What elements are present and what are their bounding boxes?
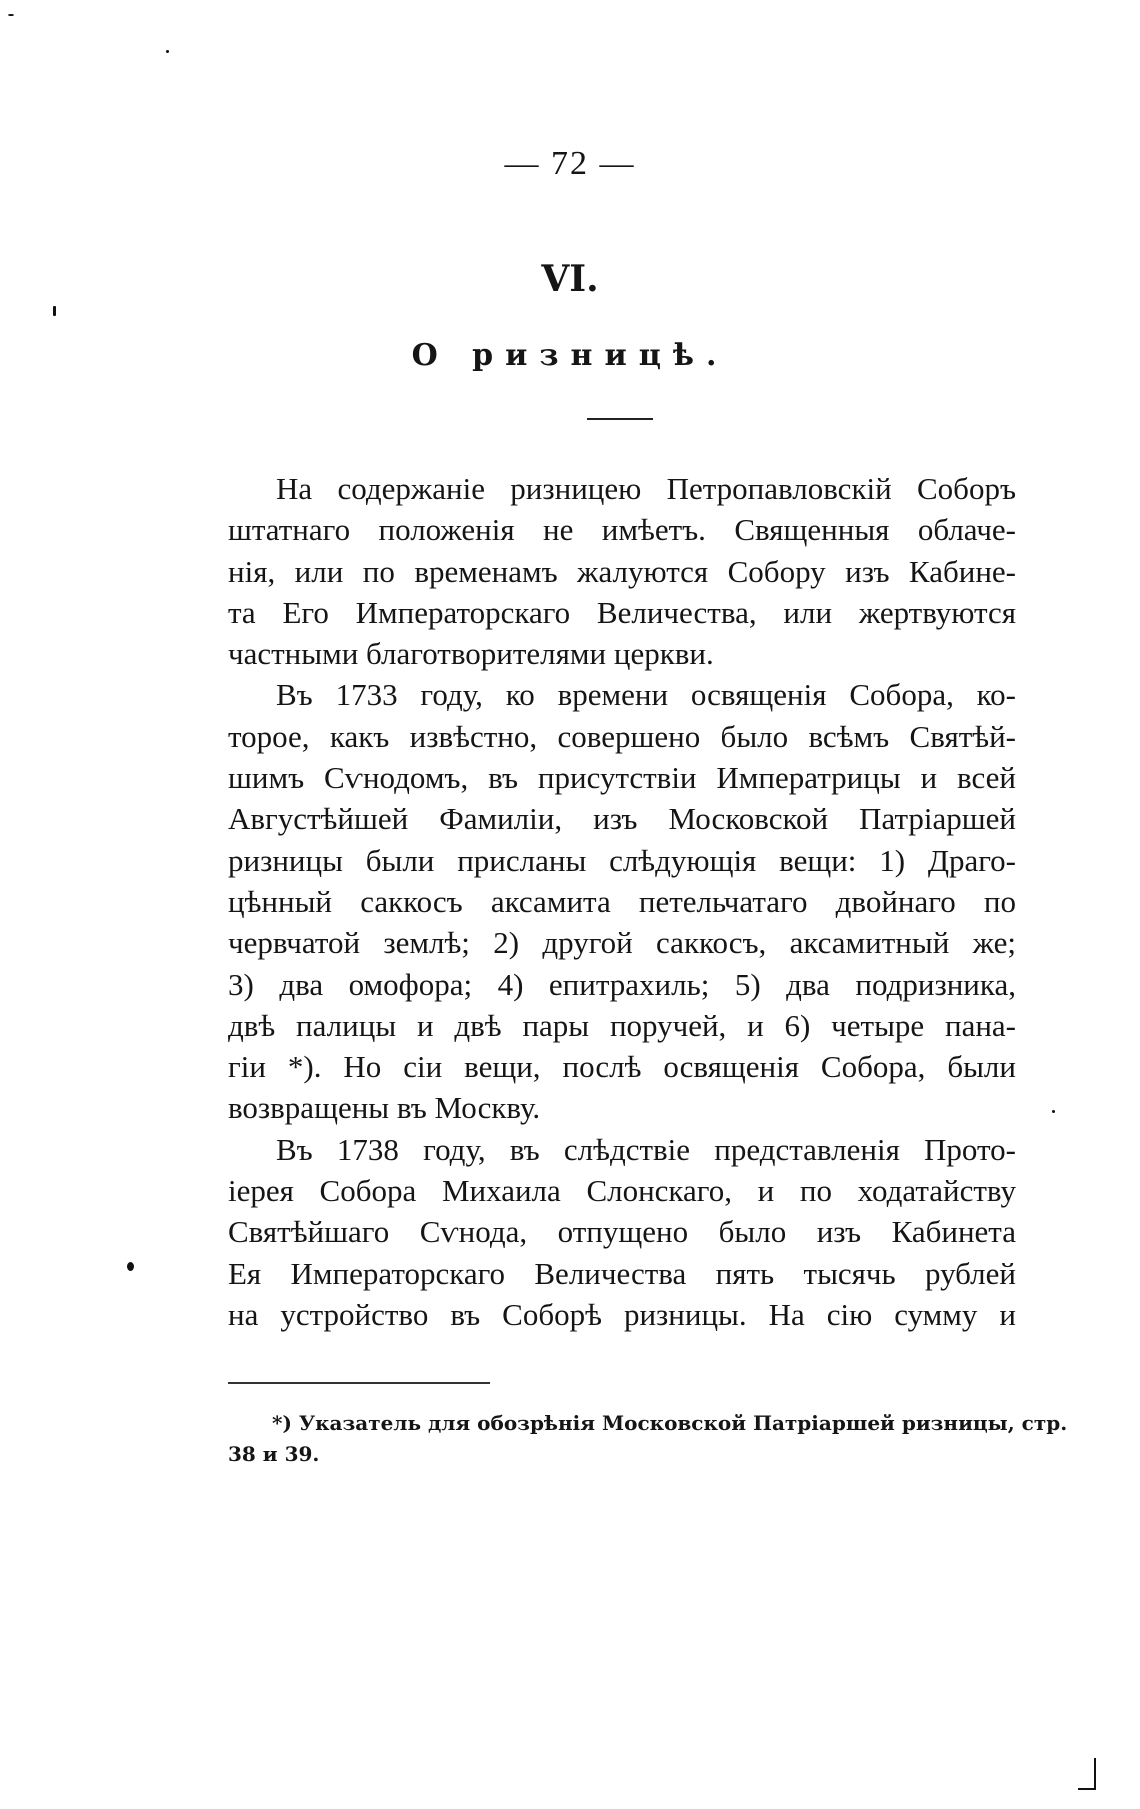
paragraph-3 xyxy=(228,1129,1016,1335)
paragraph-2 xyxy=(228,674,1016,1128)
scan-speck xyxy=(1052,1110,1055,1113)
scan-speck xyxy=(53,306,56,316)
text-line: гіи *). Но сіи вещи, послѣ освященія Собора, были xyxy=(228,1049,1016,1085)
text-line: Въ 1738 году, въ слѣдствіе представленія Прото- xyxy=(276,1131,1016,1167)
text-line: частными благотворителями церкви. xyxy=(228,636,714,672)
text-line: Святѣйшаго Сѵнода, отпущено было изъ Кабинета xyxy=(228,1214,1016,1250)
text-line: штатнаго положенія не имѣетъ. Священныя облаче- xyxy=(228,512,1016,548)
paragraph-1 xyxy=(228,468,1016,674)
text-line: возвращены въ Москву. xyxy=(228,1090,541,1126)
text-line: Ея Императорскаго Величества пять тысячь рублей xyxy=(228,1255,1016,1291)
scan-speck xyxy=(127,1262,134,1271)
text-line: на устройство въ Соборѣ ризницы. На сію сумму и xyxy=(228,1296,1016,1332)
scan-speck xyxy=(8,14,14,16)
text-line: двѣ палицы и двѣ пары поручей, и 6) четыре пана- xyxy=(228,1007,1016,1043)
text-line: 3) два омофора; 4) епитрахиль; 5) два подризника, xyxy=(228,966,1016,1002)
chapter-title: О ризницѣ. xyxy=(411,338,729,373)
body-text xyxy=(228,468,1016,1335)
scan-speck xyxy=(1078,1788,1096,1790)
text-line: шимъ Сѵнодомъ, въ присутствіи Императрицы и всей xyxy=(228,760,1016,796)
page-number: — 72 — xyxy=(504,145,636,182)
title-divider xyxy=(587,418,653,420)
text-line: Въ 1733 году, ко времени освященія Собора, ко- xyxy=(276,677,1016,713)
text-line: На содержаніе ризницею Петропавловскій Соборъ xyxy=(276,471,1016,506)
text-line: Августѣйшей Фамиліи, изъ Московской Патріаршей xyxy=(228,801,1016,837)
footnote-line: *) Указатель для обозрѣнія Московской Патріаршей ризницы, стр. xyxy=(272,1411,1068,1435)
scan-speck xyxy=(1094,1758,1096,1788)
text-line: червчатой землѣ; 2) другой саккосъ, аксамитный же; xyxy=(228,925,1016,961)
text-line: та Его Императорскаго Величества, или жертвуются xyxy=(228,594,1016,630)
scan-speck xyxy=(166,50,169,53)
text-line: іерея Собора Михаила Слонскаго, и по ходатайству xyxy=(228,1173,1016,1209)
text-line: нія, или по временамъ жалуются Собору изъ Кабине- xyxy=(228,553,1016,589)
footnote-line: 38 и 39. xyxy=(228,1442,320,1466)
text-line: ризницы были присланы слѣдующія вещи: 1) Драго- xyxy=(228,842,1016,878)
footnote-divider xyxy=(228,1382,490,1384)
text-line: цѣнный саккосъ аксамита петельчатаго двойнаго по xyxy=(228,883,1016,919)
chapter-number: VI. xyxy=(541,258,599,300)
footnote xyxy=(228,1408,1068,1470)
text-line: торое, какъ извѣстно, совершено было всѣмъ Святѣй- xyxy=(228,718,1016,754)
